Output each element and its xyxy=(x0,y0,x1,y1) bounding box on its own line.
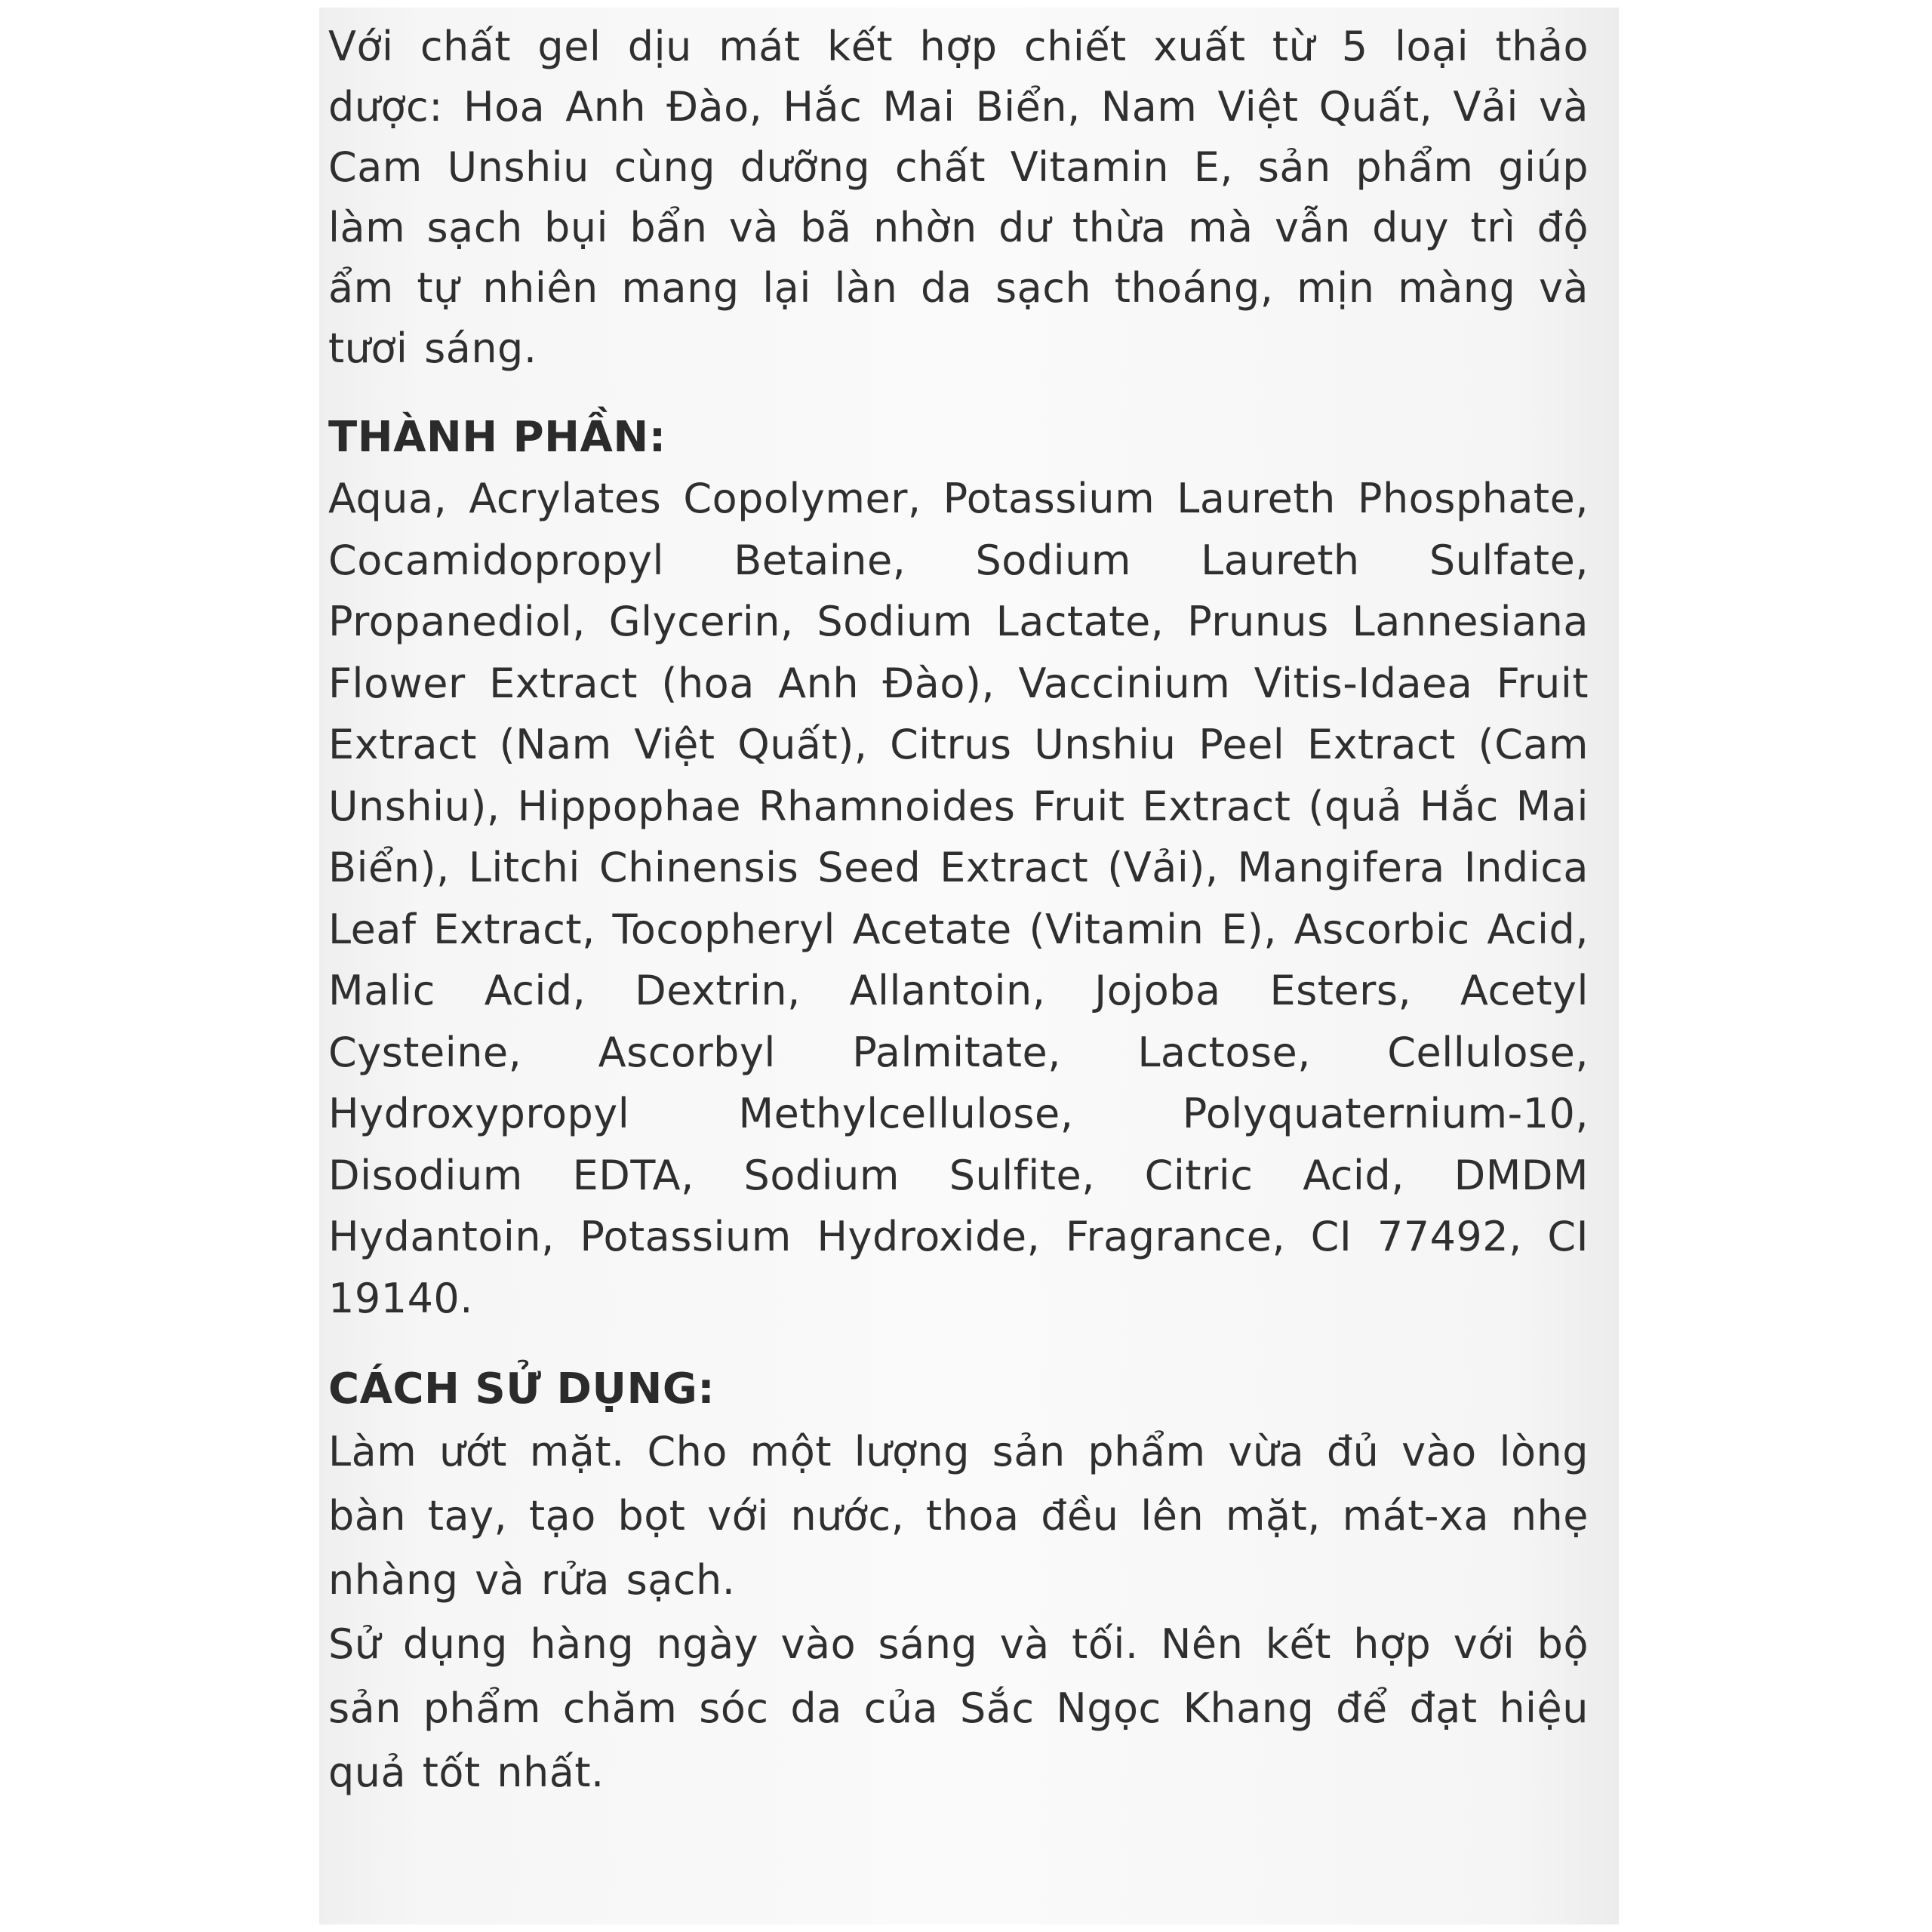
usage-step-2: Sử dụng hàng ngày vào sáng và tối. Nên kết hợp với bộ sản phẩm chăm sóc da của Sắc Ngọc Khang để đạt hiệu quả tốt nhất. xyxy=(328,1620,1589,1796)
intro-paragraph: Với chất gel dịu mát kết hợp chiết xuất từ 5 loại thảo dược: Hoa Anh Đào, Hắc Mai Biển, Nam Việt Quất, Vải và Cam Unshiu cùng dưỡng chất Vitamin E, sản phẩm giúp làm sạch bụi bẩn và bã nhờn dư thừa mà vẫn duy trì độ ẩm tự nhiên mang lại làn da sạch thoáng, mịn màng và tươi sáng. xyxy=(328,23,1589,372)
product-label xyxy=(319,8,1619,1924)
ingredients-list: Aqua, Acrylates Copolymer, Potassium Laureth Phosphate, Cocamidopropyl Betaine, Sodium Laureth Sulfate, Propanediol, Glycerin, Sodium Lactate, Prunus Lannesiana Flower Extract (hoa Anh Đào), Vaccinium Vitis-Idaea Fruit Extract (Nam Việt Quất), Citrus Unshiu Peel Extract (Cam Unshiu), Hippophae Rhamnoides Fruit Extract (quả Hắc Mai Biển), Litchi Chinensis Seed Extract (Vải), Mangifera Indica Leaf Extract, Tocopheryl Acetate (Vitamin E), Ascorbic Acid, Malic Acid, Dextrin, Allantoin, Jojoba Esters, Acetyl Cysteine, Ascorbyl Palmitate, Lactose, Cellulose, Hydroxypropyl Methylcellulose, Polyquaternium-10, Disodium EDTA, Sodium Sulfite, Citric Acid, DMDM Hydantoin, Potassium Hydroxide, Fragrance, CI 77492, CI 19140. xyxy=(328,475,1589,1322)
usage-step-1: Làm ướt mặt. Cho một lượng sản phẩm vừa đủ vào lòng bàn tay, tạo bọt với nước, thoa đều lên mặt, mát-xa nhẹ nhàng và rửa sạch. xyxy=(328,1428,1589,1604)
usage-heading: CÁCH SỬ DỤNG: xyxy=(328,1364,715,1414)
ingredients-heading: THÀNH PHẦN: xyxy=(328,413,666,462)
